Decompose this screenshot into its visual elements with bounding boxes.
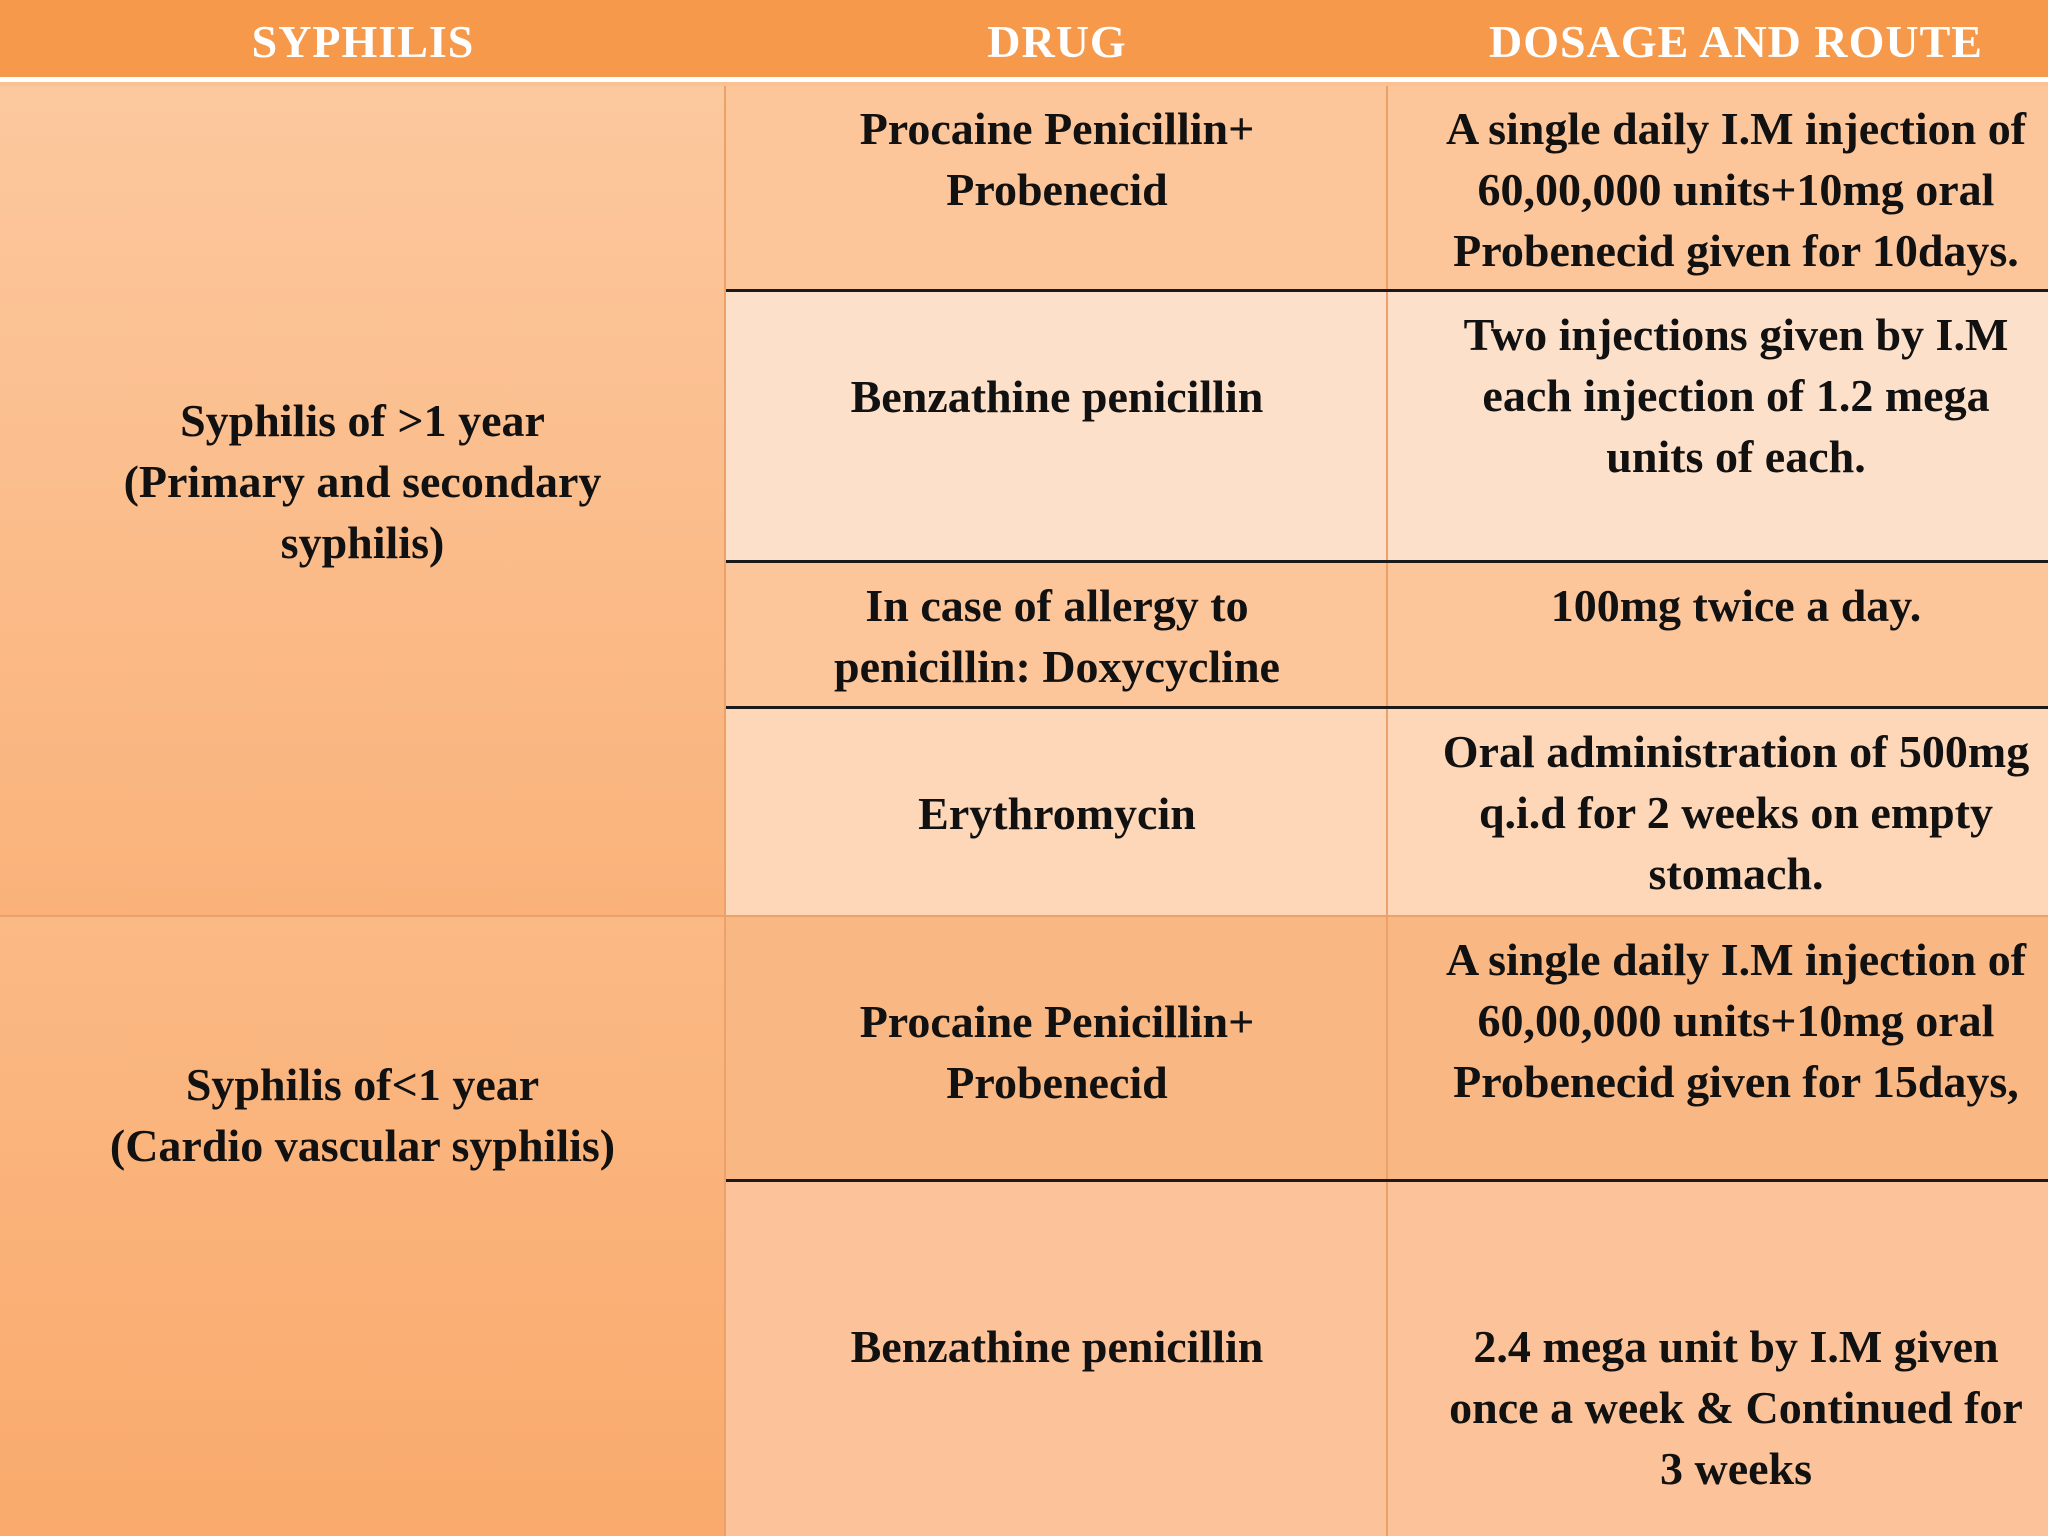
drug-line: Procaine Penicillin+ (859, 103, 1255, 154)
column-divider (724, 86, 726, 1536)
dosage-line: Two injections given by I.M (1463, 309, 2009, 360)
group-divider (0, 915, 726, 917)
dosage-line: 3 weeks (1659, 1443, 1813, 1494)
dosage-line: each injection of 1.2 mega (1482, 370, 1990, 421)
dosage-line: units of each. (1606, 431, 1866, 482)
dosage-line: q.i.d for 2 weeks on empty (1478, 787, 1994, 838)
dosage-line: stomach. (1648, 848, 1824, 899)
dosage-cell (1388, 86, 2048, 291)
drug-line: Probenecid (946, 164, 1168, 215)
condition-line: (Primary and secondary (123, 455, 602, 507)
dosage-line: once a week & Continued for (1449, 1382, 2023, 1433)
drug-line: Procaine Penicillin+ (859, 996, 1255, 1047)
table-header (0, 0, 2048, 82)
drug-line: Probenecid (946, 1057, 1168, 1108)
dosage-line: A single daily I.M injection of (1445, 103, 2027, 154)
row-divider (726, 706, 2048, 709)
condition-cell-under-1-year (0, 916, 725, 1536)
condition-line: syphilis) (280, 516, 445, 568)
dosage-cell (1388, 917, 2048, 1181)
drug-line: Erythromycin (918, 788, 1196, 839)
drug-cell (726, 563, 1388, 708)
dosage-cell (1388, 1182, 2048, 1536)
row-divider (726, 560, 2048, 563)
drug-line: penicillin: Doxycycline (834, 641, 1280, 692)
dosage-cell (1388, 709, 2048, 916)
condition-cell-over-1-year (0, 86, 725, 916)
dosage-line: 100mg twice a day. (1550, 580, 1922, 631)
dosage-cell (1388, 292, 2048, 562)
drug-line: In case of allergy to (865, 580, 1249, 631)
dosage-cell (1388, 563, 2048, 708)
dosage-line: Probenecid given for 10days. (1453, 225, 2019, 276)
drug-line: Benzathine penicillin (850, 371, 1264, 422)
condition-line: Syphilis of<1 year (185, 1059, 540, 1110)
drug-cell (726, 292, 1388, 562)
header-syphilis: SYPHILIS (251, 15, 475, 67)
dosage-line: Oral administration of 500mg (1442, 726, 2030, 777)
condition-line: Syphilis of >1 year (180, 394, 545, 446)
column-divider (1386, 86, 1388, 1536)
header-dosage-route: DOSAGE AND ROUTE (1489, 15, 1983, 67)
row-divider (726, 1179, 2048, 1182)
condition-line: (Cardio vascular syphilis) (109, 1120, 616, 1171)
drug-cell (726, 917, 1388, 1181)
dosage-line: 2.4 mega unit by I.M given (1473, 1321, 1999, 1372)
dosage-line: 60,00,000 units+10mg oral (1477, 164, 1995, 215)
dosage-line: 60,00,000 units+10mg oral (1477, 995, 1995, 1046)
dosage-line: A single daily I.M injection of (1445, 934, 2027, 985)
row-divider (726, 289, 2048, 292)
drug-cell (726, 86, 1388, 291)
drug-cell (726, 1182, 1388, 1536)
header-drug: DRUG (987, 15, 1127, 67)
drug-line: Benzathine penicillin (850, 1321, 1264, 1372)
dosage-line: Probenecid given for 15days, (1453, 1056, 2019, 1107)
drug-cell (726, 709, 1388, 916)
row-divider (726, 915, 2048, 917)
